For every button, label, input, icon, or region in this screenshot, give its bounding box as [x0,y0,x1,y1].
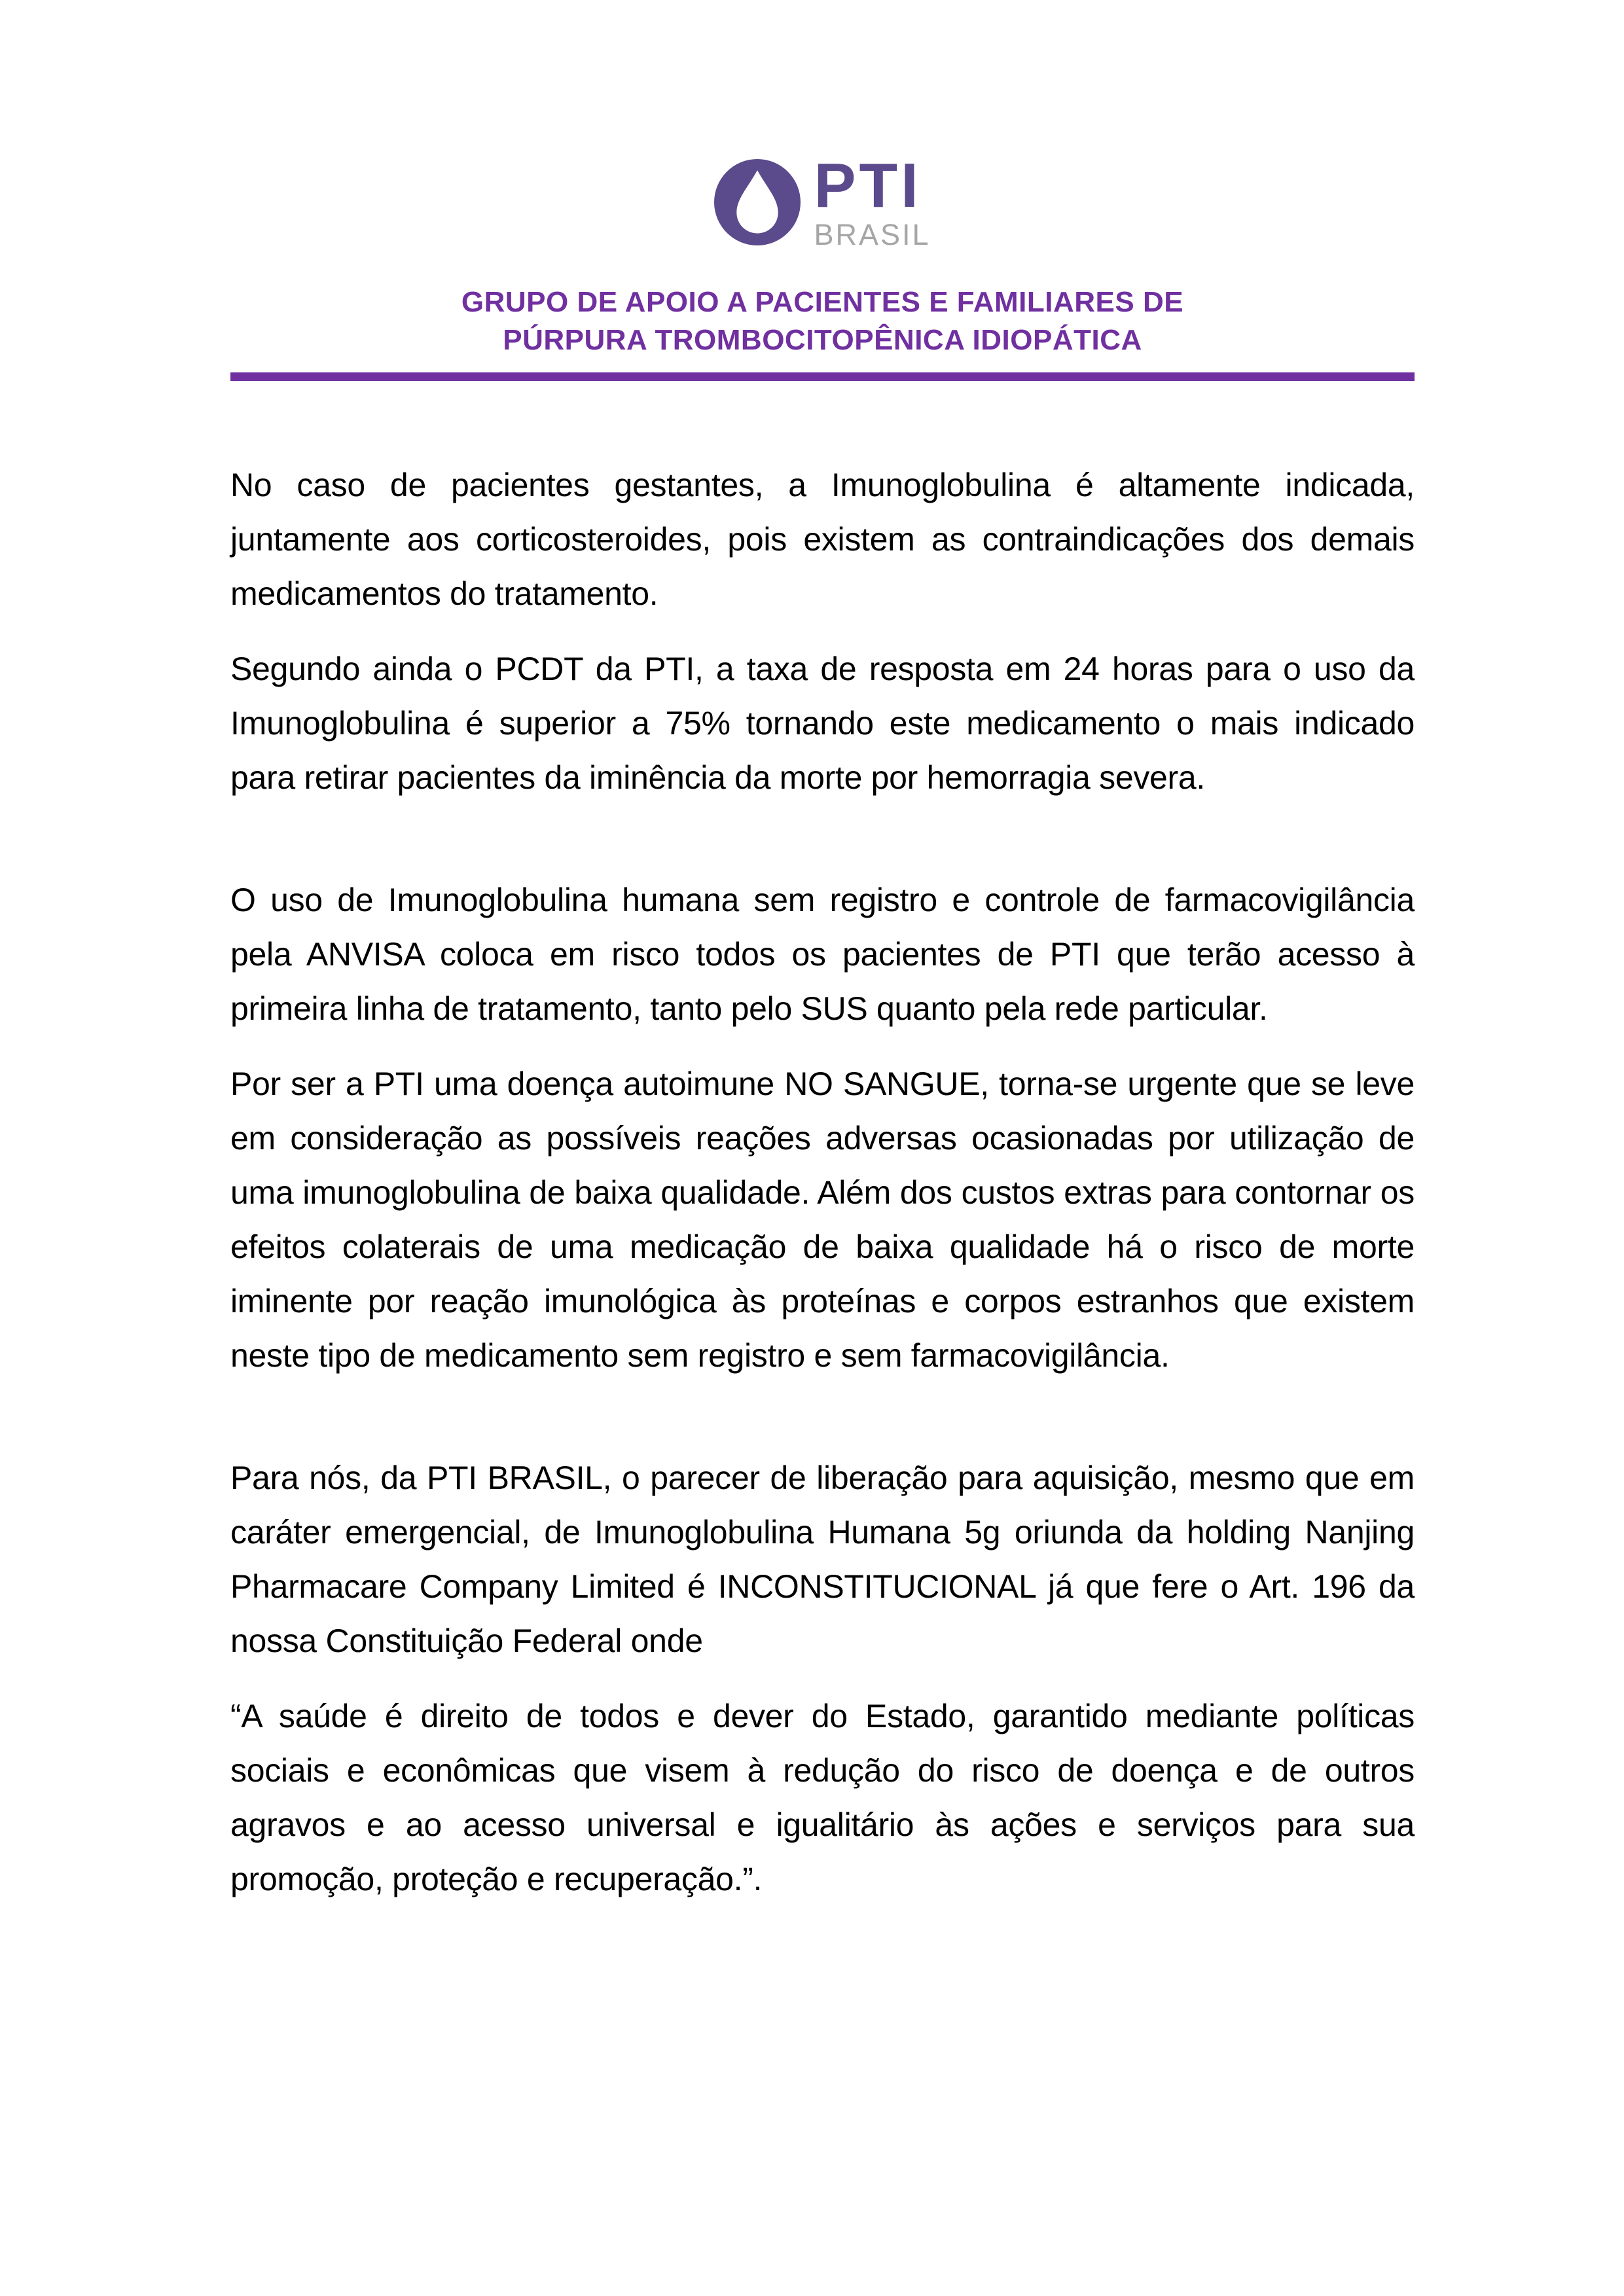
paragraph-pcdt-taxa-resposta: Segundo ainda o PCDT da PTI, a taxa de resposta em 24 horas para o uso da Imunoglobulina é superior a 75% tornando este medicamento o mais indicado para retirar pacientes da iminência da morte por hemorragia severa. [230,651,1415,796]
paragraph-citacao-art196: “A saúde é direito de todos e dever do Estado, garantido mediante políticas sociais e econômicas que visem à redução do risco de doença e de outros agravos e ao acesso universal e igualitário às ações e serviços para sua promoção, proteção e recuperação.”. [230,1698,1415,1897]
document-body [230,458,1415,1907]
logo-brand-label: PTI [814,151,922,221]
pti-brasil-logo [230,0,1415,249]
drop-icon [714,159,801,245]
paragraph-uso-sem-registro: O uso de Imunoglobulina humana sem registro e controle de farmacovigilância pela ANVISA coloca em risco todos os pacientes de PTI que terão acesso à primeira linha de tratamento, tanto pelo SUS quanto pela rede particular. [230,882,1415,1027]
paragraph-doenca-autoimune: Por ser a PTI uma doença autoimune NO SANGUE, torna-se urgente que se leve em consideração as possíveis reações adversas ocasionadas por utilização de uma imunoglobulina de baixa qualidade. Além dos custos extras para contornar os efeitos colaterais de uma medicação de baixa qualidade há o risco de morte iminente por reação imunológica às proteínas e corpos estranhos que existem neste tipo de medicamento sem registro e sem farmacovigilância. [230,1066,1415,1374]
paragraph-gestantes: No caso de pacientes gestantes, a Imunoglobulina é altamente indicada, juntamente aos corticosteroides, pois existem as contraindicações dos demais medicamentos do tratamento. [230,467,1415,612]
logo-text [814,151,931,251]
paragraph-parecer-inconstitucional: Para nós, da PTI BRASIL, o parecer de liberação para aquisição, mesmo que em caráter emergencial, de Imunoglobulina Humana 5g oriunda da holding Nanjing Pharmacare Company Limited é INCONSTITUCIONAL já que fere o Art. 196 da nossa Constituição Federal onde [230,1460,1415,1659]
logo-subtitle-label: BRASIL [814,218,931,251]
header-line-1: GRUPO DE APOIO A PACIENTES E FAMILIARES DE [461,286,1184,318]
header-line-2: PÚRPURA TROMBOCITOPÊNICA IDIOPÁTICA [503,324,1142,356]
document-header [230,283,1415,359]
header-rule [230,372,1415,381]
